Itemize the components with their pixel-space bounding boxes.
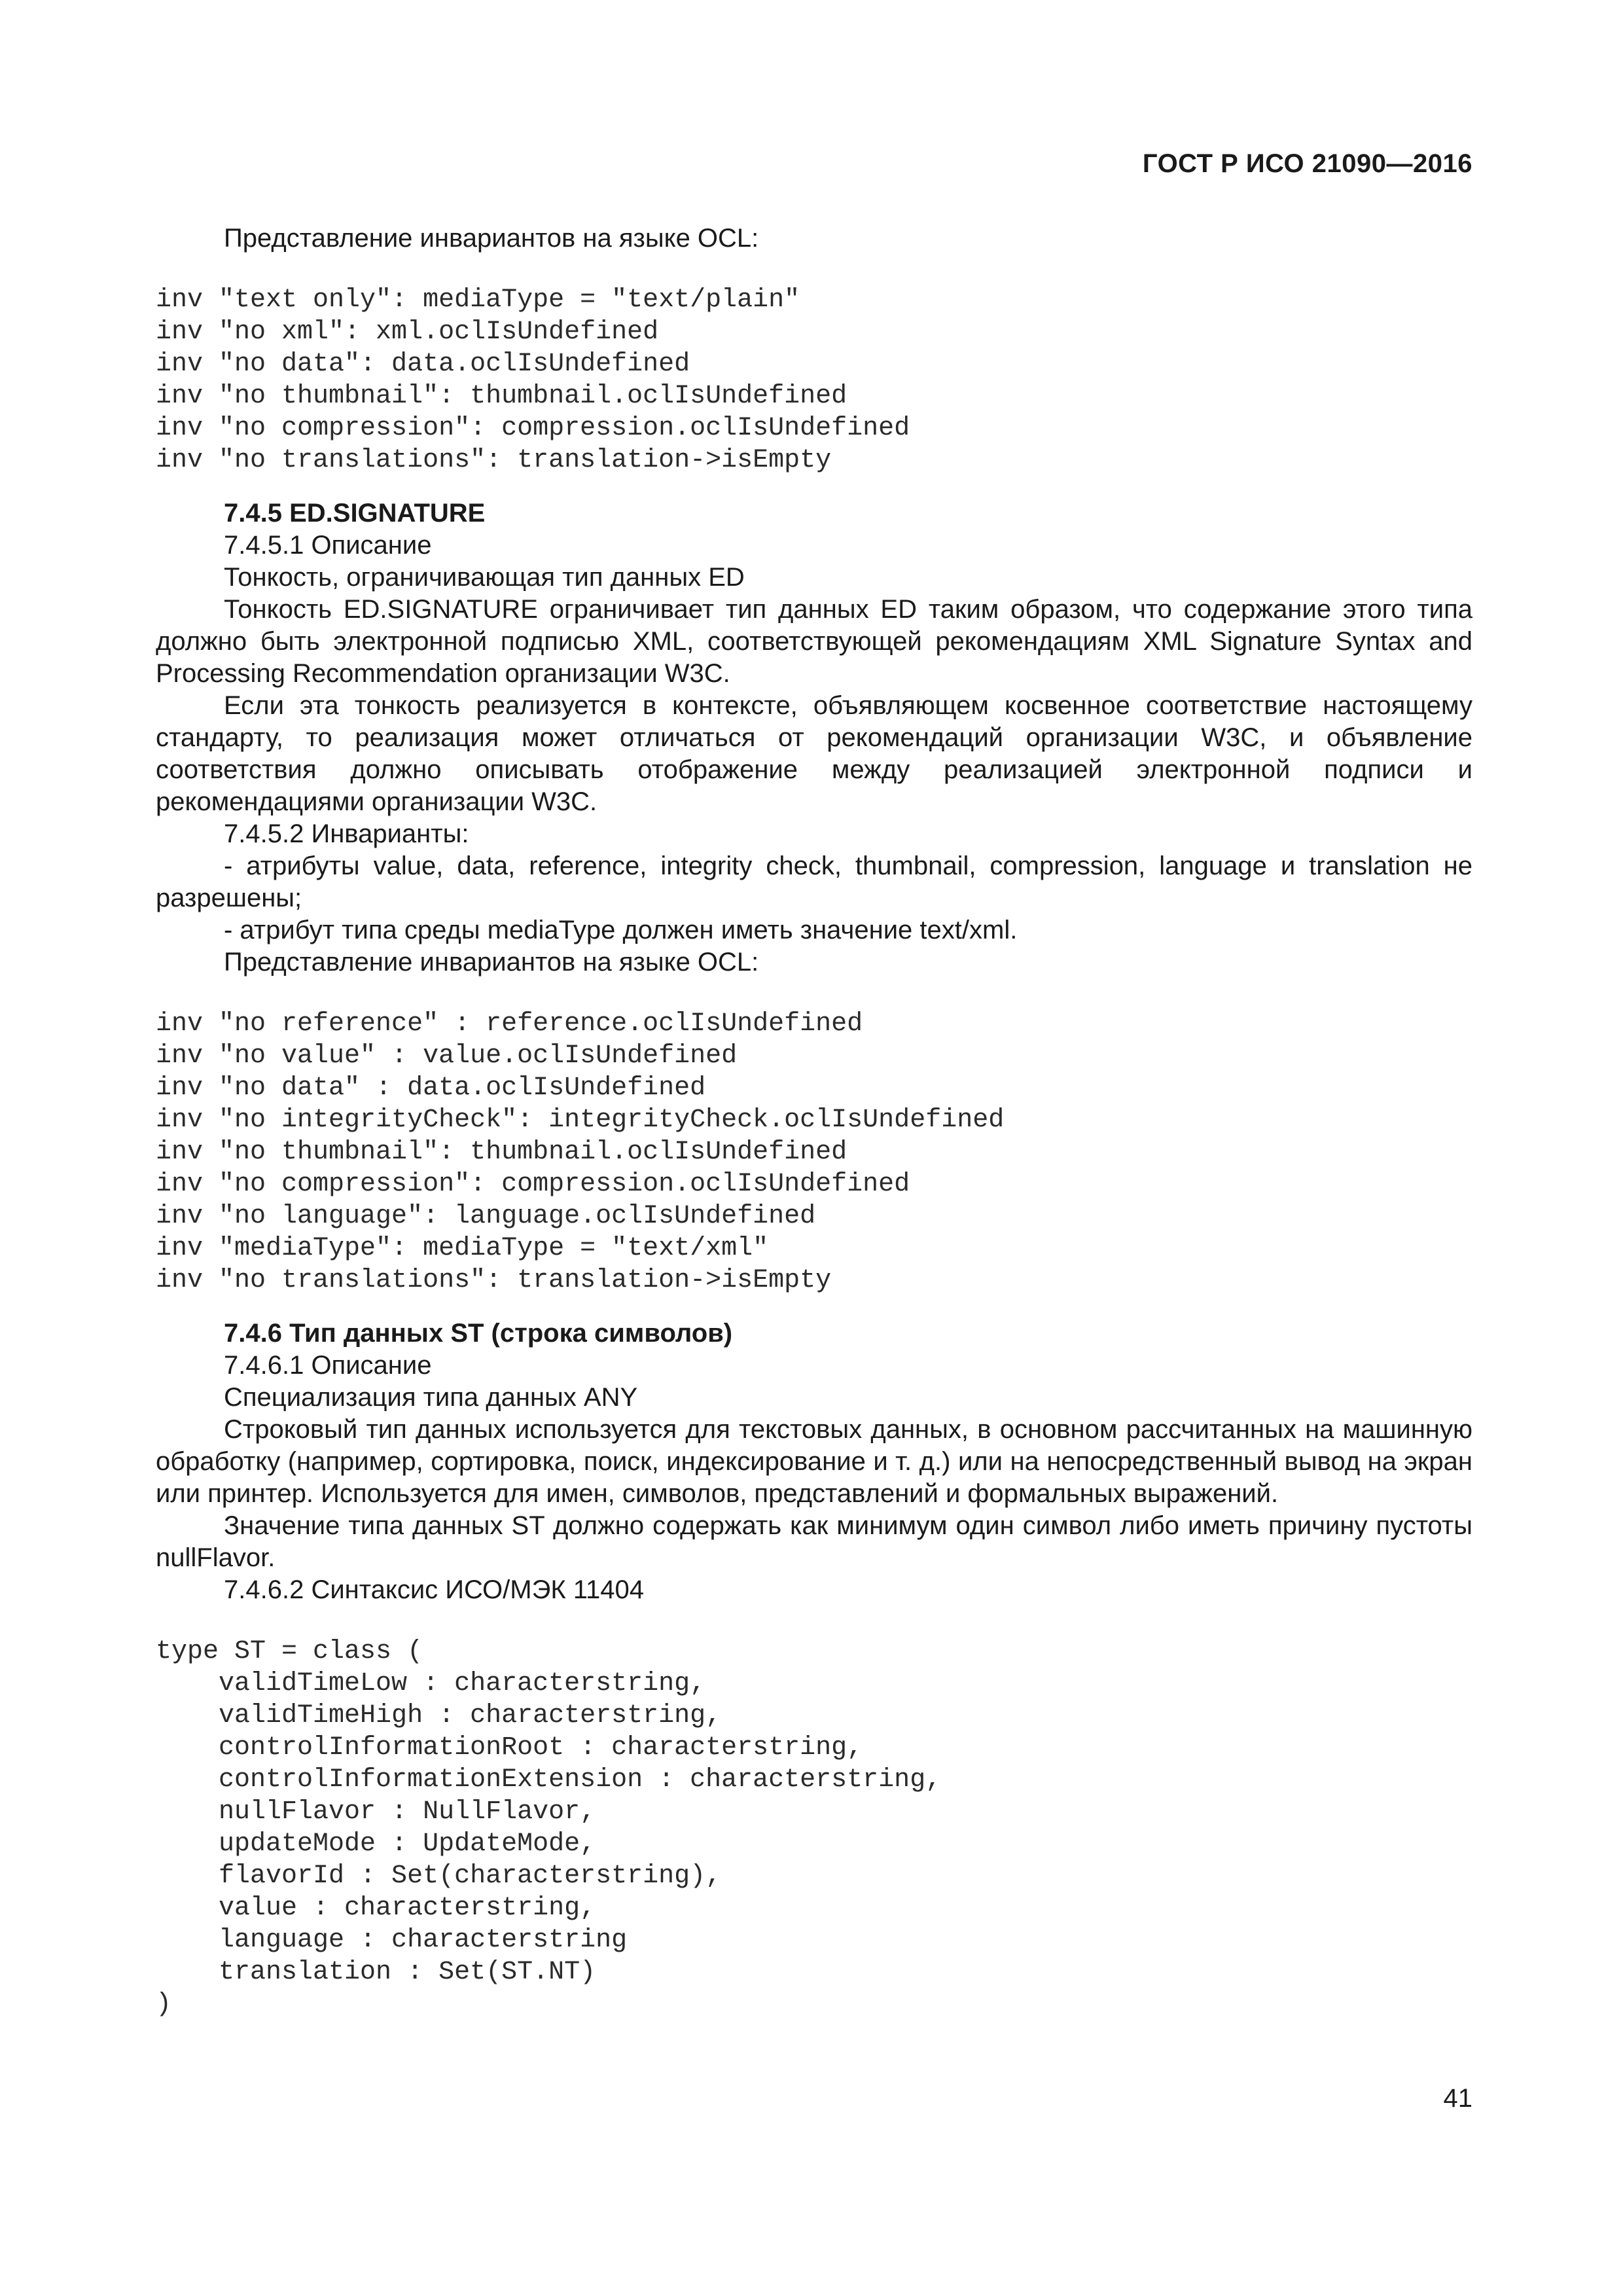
paragraph: Тонкость, ограничивающая тип данных ED [224, 563, 745, 592]
code-line: inv "no reference" : reference.oclIsUndefined [156, 1009, 863, 1039]
ocl-intro-2: Представление инвариантов на языке OCL: [224, 948, 759, 977]
code-line: updateMode : UpdateMode, [156, 1829, 596, 1859]
code-line: inv "no value" : value.oclIsUndefined [156, 1041, 738, 1071]
code-line: flavorId : Set(characterstring), [156, 1861, 722, 1891]
code-line: language : characterstring [156, 1926, 628, 1955]
code-line: nullFlavor : NullFlavor, [156, 1797, 596, 1827]
st-syntax-code-block [156, 1636, 1472, 2020]
code-line: inv "no thumbnail": thumbnail.oclIsUndefined [156, 382, 847, 411]
code-line: translation : Set(ST.NT) [156, 1958, 596, 1987]
code-line: type ST = class ( [156, 1637, 423, 1666]
code-line: inv "no data" : data.oclIsUndefined [156, 1073, 706, 1103]
code-line: controlInformationRoot : characterstring, [156, 1733, 863, 1763]
page-number: 41 [1443, 2084, 1472, 2113]
ocl-intro-1: Представление инвариантов на языке OCL: [224, 224, 759, 253]
code-line: value : characterstring, [156, 1893, 596, 1923]
list-item: - атрибуты value, data, reference, integrity check, thumbnail, compression, language и translation не разрешены; [156, 852, 1472, 912]
paragraph: Тонкость ED.SIGNATURE ограничивает тип данных ED таким образом, что содержание этого типа должно быть электронной подписью XML, соответствующей рекомендациям XML Signature Syntax and Processing Recommendation организации W3C. [156, 595, 1472, 688]
paragraph: Если эта тонкость реализуется в контексте, объявляющем косвенное соответствие настоящему стандарту, то реализация может отличаться от рекомендаций организации W3C, и объявление соответствия должно описывать отображение между реализацией электронной подписи и рекомендациями организации W3C. [156, 691, 1472, 816]
section-heading-746: 7.4.6 Тип данных ST (строка символов) [224, 1319, 733, 1348]
code-line: inv "no language": language.oclIsUndefined [156, 1202, 816, 1231]
code-line: inv "mediaType": mediaType = "text/xml" [156, 1234, 769, 1263]
code-line: inv "no xml": xml.oclIsUndefined [156, 317, 659, 347]
code-line: validTimeHigh : characterstring, [156, 1701, 722, 1731]
subsection-heading-7462: 7.4.6.2 Синтаксис ИСО/МЭК 11404 [224, 1575, 645, 1604]
code-line: validTimeLow : characterstring, [156, 1669, 706, 1698]
ocl-code-block-1 [156, 284, 1472, 476]
code-line: inv "no compression": compression.oclIsUndefined [156, 1170, 910, 1199]
subsection-heading-7461: 7.4.6.1 Описание [224, 1351, 432, 1380]
code-line: inv "no integrityCheck": integrityCheck.oclIsUndefined [156, 1105, 1005, 1135]
paragraph: Значение типа данных ST должно содержать как минимум один символ либо иметь причину пустоты nullFlavor. [156, 1511, 1472, 1572]
code-line: inv "no translations": translation->isEmpty [156, 446, 832, 475]
page-content [156, 223, 1472, 2020]
code-line: inv "no translations": translation->isEmpty [156, 1266, 832, 1295]
subsection-heading-7451: 7.4.5.1 Описание [224, 531, 432, 560]
paragraph: Строковый тип данных используется для текстовых данных, в основном рассчитанных на машинную обработку (например, сортировка, поиск, индексирование и т. д.) или на непосредственный вывод на экран или принтер. Используется для имен, символов, представлений и формальных выражений. [156, 1415, 1472, 1508]
section-heading-745: 7.4.5 ED.SIGNATURE [224, 499, 486, 528]
subsection-heading-7452: 7.4.5.2 Инварианты: [224, 819, 469, 848]
code-line: inv "no thumbnail": thumbnail.oclIsUndefined [156, 1138, 847, 1167]
code-line: ) [156, 1990, 172, 2019]
list-item: - атрибут типа среды mediaType должен иметь значение text/xml. [224, 916, 1018, 944]
code-line: inv "no data": data.oclIsUndefined [156, 350, 690, 379]
code-line: controlInformationExtension : characterstring, [156, 1765, 942, 1795]
code-line: inv "no compression": compression.oclIsUndefined [156, 414, 910, 443]
ocl-code-block-2 [156, 1008, 1472, 1297]
code-line: inv "text only": mediaType = "text/plain" [156, 285, 800, 315]
standard-header: ГОСТ Р ИСО 21090—2016 [1142, 149, 1472, 178]
paragraph: Специализация типа данных ANY [224, 1383, 638, 1412]
